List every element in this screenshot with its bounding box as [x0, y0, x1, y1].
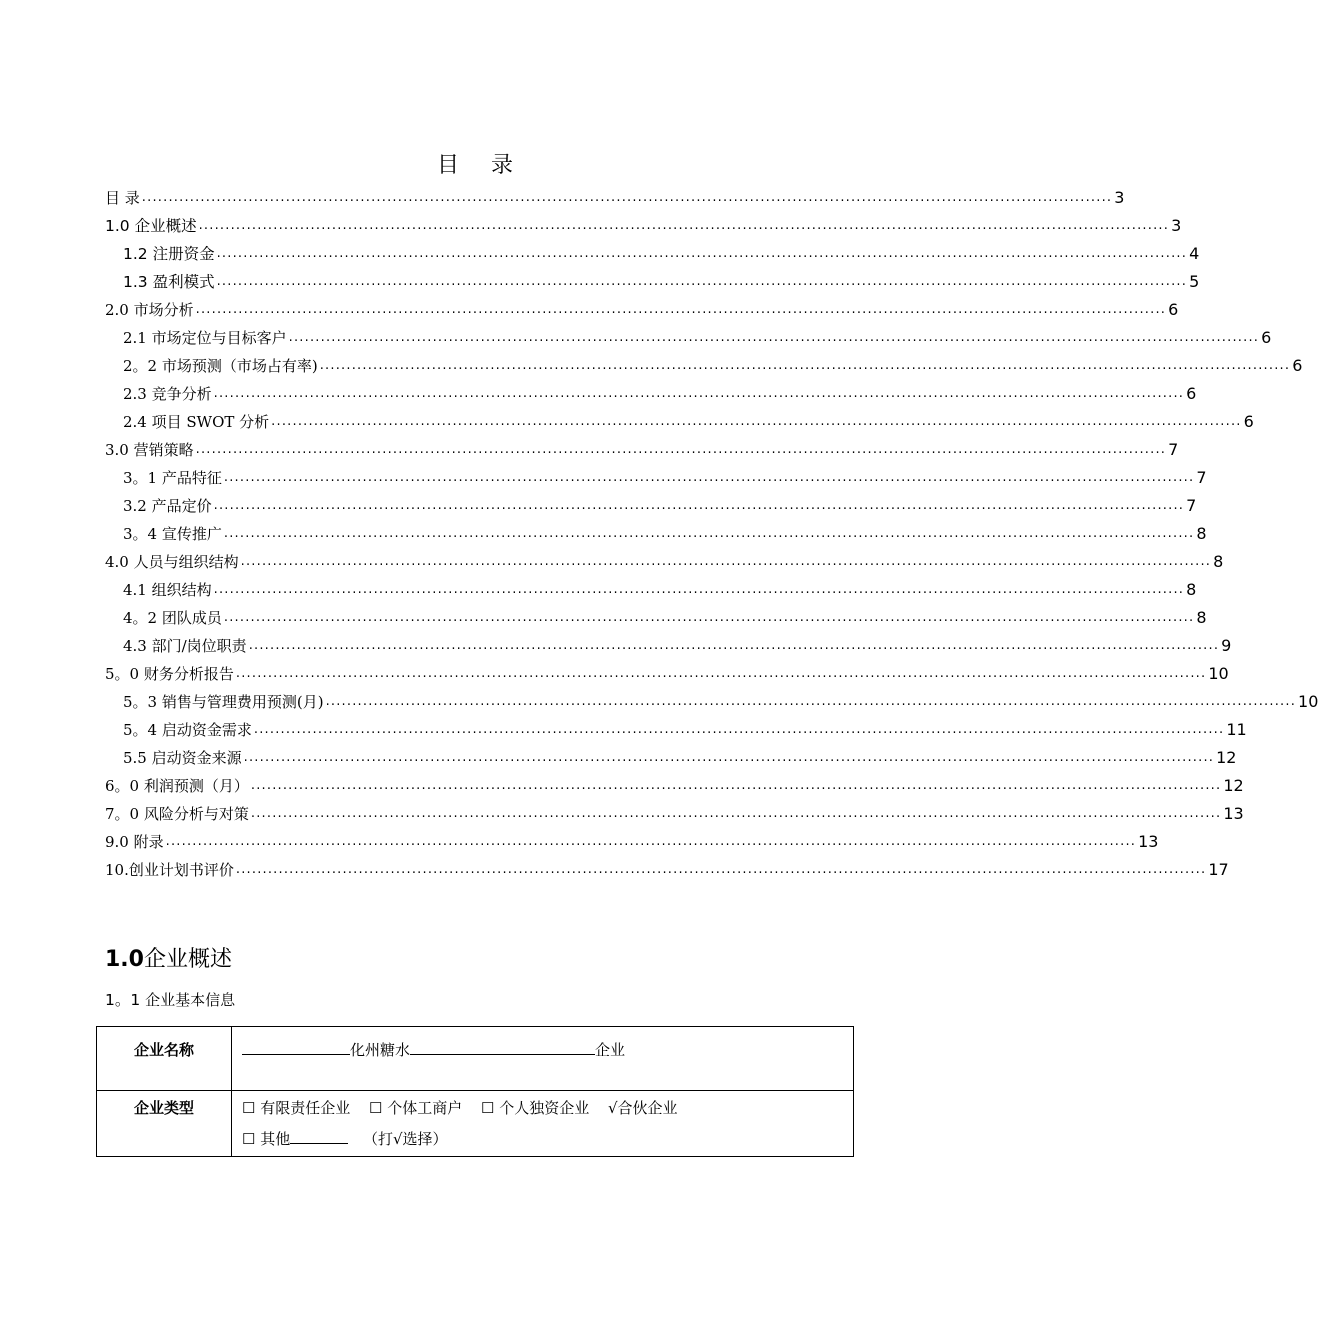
toc-entry[interactable]	[105, 768, 1244, 796]
toc-entry[interactable]	[105, 460, 1207, 488]
toc-entry[interactable]	[105, 488, 1197, 516]
toc-entry[interactable]	[105, 376, 1197, 404]
section-number: 1.0	[105, 947, 144, 972]
type-option-sole-proprietorship[interactable]: ☐ 个人独资企业	[481, 1099, 590, 1117]
toc-page-number: 12	[1216, 748, 1237, 767]
toc-leader-dots: ......................................................................................................................................................................................	[216, 246, 1188, 261]
toc-entry-label: 3.0 营销策略	[105, 441, 194, 459]
sub-heading-title: 企业基本信息	[145, 991, 236, 1009]
toc-entry[interactable]	[105, 852, 1229, 880]
sub-heading-number: 1。1	[105, 991, 141, 1009]
toc-entry[interactable]	[105, 208, 1182, 236]
toc-leader-dots: ......................................................................................................................................................................................	[141, 190, 1113, 205]
table-row	[97, 1091, 854, 1157]
type-option-partnership[interactable]: √合伙企业	[608, 1099, 678, 1117]
toc-page-number: 5	[1189, 272, 1200, 291]
toc-entry[interactable]	[105, 572, 1197, 600]
toc-entry-label: 5.5 启动资金来源	[123, 749, 242, 767]
toc-page-number: 10	[1298, 692, 1318, 711]
toc-entry-label: 2.3 竞争分析	[123, 385, 212, 403]
toc-leader-dots: ......................................................................................................................................................................................	[235, 666, 1207, 681]
type-option-other[interactable]: ☐ 其他	[242, 1130, 291, 1148]
toc-page-number: 8	[1196, 608, 1207, 627]
toc-entry-label: 2.4 项目 SWOT 分析	[123, 413, 270, 431]
toc-leader-dots: ......................................................................................................................................................................................	[235, 862, 1207, 877]
toc-leader-dots: ......................................................................................................................................................................................	[213, 386, 1185, 401]
toc-page-number: 3	[1171, 216, 1182, 235]
toc-leader-dots: ......................................................................................................................................................................................	[223, 470, 1195, 485]
toc-entry[interactable]	[105, 600, 1207, 628]
company-type-key: 企业类型	[97, 1091, 232, 1157]
toc-entry[interactable]	[105, 264, 1200, 292]
toc-entry[interactable]	[105, 180, 1125, 208]
toc-entry[interactable]	[105, 432, 1179, 460]
toc-page-number: 9	[1221, 636, 1232, 655]
toc-leader-dots: ......................................................................................................................................................................................	[195, 442, 1167, 457]
toc-page-number: 6	[1243, 412, 1254, 431]
toc-entry-label: 4.0 人员与组织结构	[105, 553, 239, 571]
type-option-sole-trader[interactable]: ☐ 个体工商户	[369, 1099, 463, 1117]
toc-leader-dots: ......................................................................................................................................................................................	[243, 750, 1215, 765]
toc-entry-label: 2.0 市场分析	[105, 301, 194, 319]
toc-entry-label: 6。0 利润预测（月）	[105, 777, 249, 795]
toc-page-number: 10	[1208, 664, 1229, 683]
toc-entry-label: 5。3 销售与管理费用预测(月)	[123, 693, 324, 711]
company-name-cell	[232, 1027, 854, 1091]
toc-entry-label: 1.2 注册资金	[123, 245, 215, 263]
company-name-value[interactable]: 化州糖水	[350, 1041, 411, 1059]
toc-entry[interactable]	[105, 712, 1247, 740]
blank-underline	[242, 1040, 350, 1055]
toc-leader-dots: ......................................................................................................................................................................................	[195, 302, 1167, 317]
toc-page-number: 17	[1208, 860, 1229, 879]
toc-page-number: 13	[1223, 804, 1244, 823]
toc-entry-label: 目 录	[105, 189, 140, 207]
toc-page-number: 12	[1223, 776, 1244, 795]
toc-leader-dots: ......................................................................................................................................................................................	[325, 694, 1297, 709]
table-of-contents	[105, 180, 1318, 880]
toc-leader-dots: ......................................................................................................................................................................................	[319, 358, 1291, 373]
toc-page-number: 4	[1189, 244, 1200, 263]
toc-title-right: 录	[491, 153, 514, 178]
toc-leader-dots: ......................................................................................................................................................................................	[165, 834, 1137, 849]
toc-entry[interactable]	[105, 404, 1254, 432]
toc-entry-label: 2。2 市场预测（市场占有率)	[123, 357, 318, 375]
toc-entry[interactable]	[105, 516, 1207, 544]
toc-page-number: 8	[1186, 580, 1197, 599]
toc-page-number: 7	[1186, 496, 1197, 515]
section-title: 企业概述	[143, 947, 232, 972]
toc-leader-dots: ......................................................................................................................................................................................	[271, 414, 1242, 429]
toc-entry-label: 3.2 产品定价	[123, 497, 212, 515]
company-name-suffix: 企业	[595, 1041, 626, 1059]
toc-entry-label: 4.1 组织结构	[123, 581, 212, 599]
toc-page-number: 3	[1114, 188, 1125, 207]
toc-page-number: 11	[1226, 720, 1247, 739]
toc-leader-dots: ......................................................................................................................................................................................	[198, 218, 1170, 233]
toc-entry-label: 3。4 宣传推广	[123, 525, 222, 543]
toc-page-number: 6	[1186, 384, 1197, 403]
company-type-cell	[232, 1091, 854, 1157]
toc-leader-dots: ......................................................................................................................................................................................	[213, 498, 1185, 513]
toc-entry[interactable]	[105, 236, 1200, 264]
toc-entry-label: 4。2 团队成员	[123, 609, 222, 627]
toc-leader-dots: ......................................................................................................................................................................................	[223, 526, 1195, 541]
toc-entry[interactable]	[105, 348, 1303, 376]
toc-page-number: 7	[1168, 440, 1179, 459]
toc-leader-dots: ......................................................................................................................................................................................	[223, 610, 1195, 625]
type-other-line	[242, 1128, 843, 1149]
toc-entry[interactable]	[105, 684, 1318, 712]
toc-entry-label: 1.0 企业概述	[105, 217, 197, 235]
toc-leader-dots: ......................................................................................................................................................................................	[250, 806, 1222, 821]
section-heading	[105, 942, 232, 973]
toc-title	[0, 148, 950, 179]
toc-leader-dots: ......................................................................................................................................................................................	[240, 554, 1212, 569]
toc-entry[interactable]	[105, 796, 1244, 824]
other-blank-underline[interactable]	[290, 1129, 348, 1144]
toc-entry-label: 1.3 盈利模式	[123, 273, 215, 291]
toc-page-number: 8	[1213, 552, 1224, 571]
toc-entry[interactable]	[105, 544, 1224, 572]
toc-entry-label: 5。4 启动资金需求	[123, 721, 252, 739]
toc-page-number: 13	[1138, 832, 1159, 851]
toc-leader-dots: ......................................................................................................................................................................................	[213, 582, 1185, 597]
blank-underline	[410, 1040, 595, 1055]
toc-entry[interactable]	[105, 292, 1179, 320]
table-row	[97, 1027, 854, 1091]
toc-entry-label: 2.1 市场定位与目标客户	[123, 329, 287, 347]
toc-title-left: 目	[436, 153, 459, 178]
toc-page-number: 8	[1196, 524, 1207, 543]
toc-page-number: 6	[1261, 328, 1272, 347]
toc-entry-label: 5。0 财务分析报告	[105, 665, 234, 683]
toc-page-number: 6	[1168, 300, 1179, 319]
toc-leader-dots: ......................................................................................................................................................................................	[248, 638, 1220, 653]
type-hint: （打√选择）	[363, 1130, 448, 1148]
toc-entry-label: 7。0 风险分析与对策	[105, 805, 249, 823]
sub-heading	[105, 988, 235, 1010]
toc-leader-dots: ......................................................................................................................................................................................	[253, 722, 1225, 737]
toc-entry-label: 3。1 产品特征	[123, 469, 222, 487]
toc-leader-dots: ......................................................................................................................................................................................	[250, 778, 1222, 793]
toc-entry[interactable]	[105, 320, 1272, 348]
toc-page-number: 6	[1292, 356, 1303, 375]
toc-entry-label: 9.0 附录	[105, 833, 164, 851]
company-info-table	[96, 1026, 854, 1157]
type-options-line	[242, 1097, 843, 1118]
toc-leader-dots: ......................................................................................................................................................................................	[216, 274, 1188, 289]
toc-entry[interactable]	[105, 656, 1229, 684]
type-option-llc[interactable]: ☐ 有限责任企业	[242, 1099, 351, 1117]
company-name-key: 企业名称	[97, 1027, 232, 1091]
toc-entry[interactable]	[105, 740, 1237, 768]
toc-entry[interactable]	[105, 628, 1232, 656]
toc-leader-dots: ......................................................................................................................................................................................	[288, 330, 1260, 345]
toc-page-number: 7	[1196, 468, 1207, 487]
toc-entry-label: 4.3 部门/岗位职责	[123, 637, 247, 655]
toc-entry-label: 10.创业计划书评价	[105, 861, 234, 879]
toc-entry[interactable]	[105, 824, 1159, 852]
